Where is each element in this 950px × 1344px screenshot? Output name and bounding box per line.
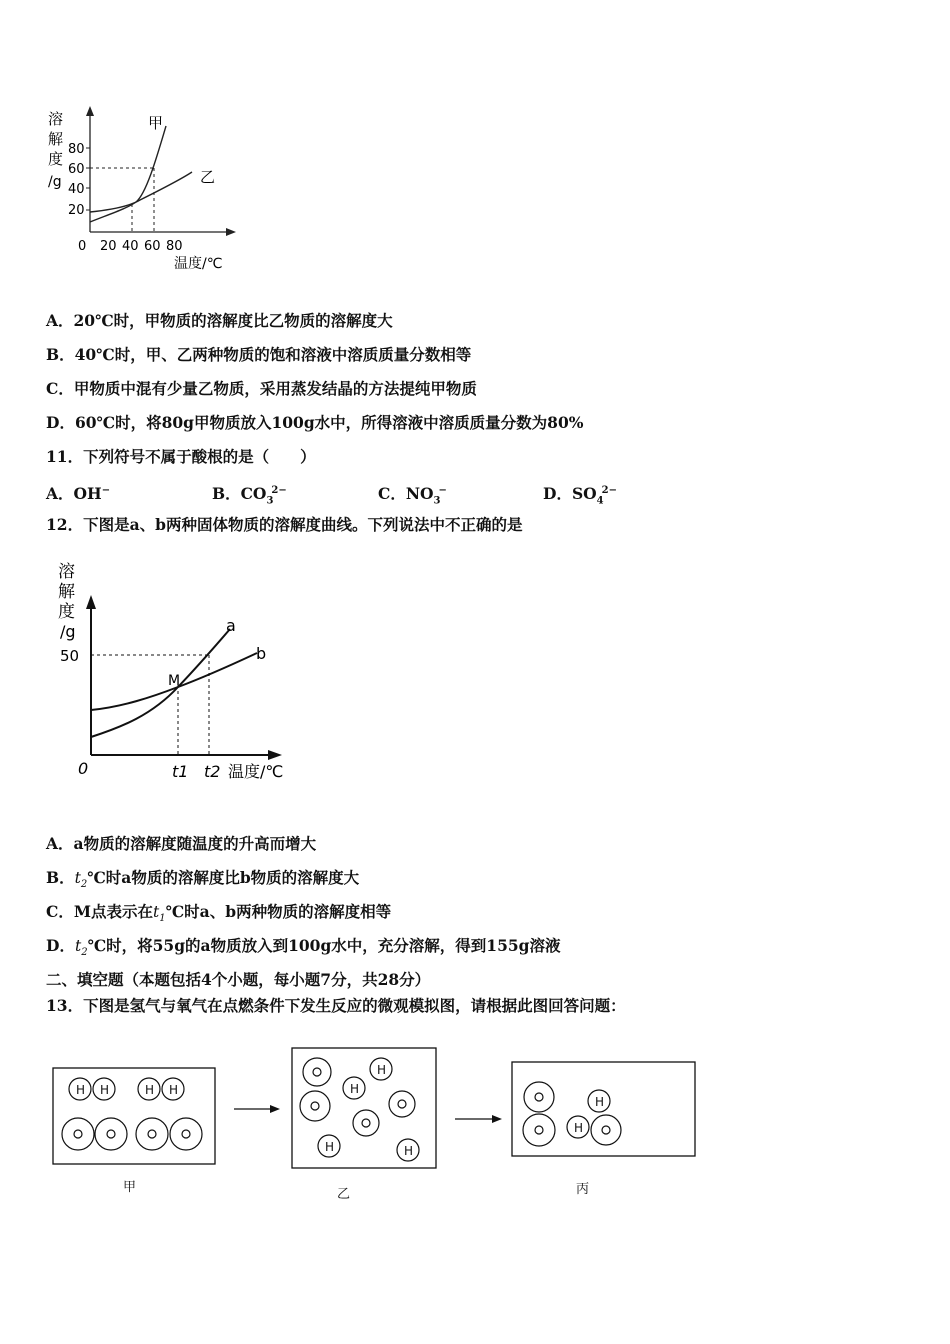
chart1-xtick-80: 80	[166, 239, 183, 254]
chart1-ytick-20: 20	[68, 203, 85, 218]
chart1-ylabel-2: 解	[48, 130, 64, 148]
chart2-y-arrow	[86, 595, 96, 609]
q10-option-a: A．20℃时，甲物质的溶解度比乙物质的溶解度大	[46, 311, 393, 330]
chart1-x-arrow	[226, 228, 236, 236]
solubility-chart-2	[52, 555, 302, 790]
chart2-label-b: b	[256, 644, 267, 663]
chart1-xtick-0: 0	[78, 239, 87, 254]
chart2-label-a: a	[226, 616, 236, 635]
chart1-label-jia: 甲	[148, 114, 164, 132]
q12-option-c: C．M点表示在$t_1℃$时a、b两种物质的溶解度相等	[46, 902, 392, 925]
h-atom-label: H	[76, 1083, 86, 1097]
chart2-xlabel: 温度/℃	[228, 762, 284, 781]
q12-option-b: B．$t_2℃$时a物质的溶解度比b物质的溶解度大	[46, 868, 360, 891]
h-atom-label: H	[145, 1083, 155, 1097]
chart2-curve-a	[91, 629, 230, 737]
q10-option-c: C．甲物质中混有少量乙物质，采用蒸发结晶的方法提纯甲物质	[46, 379, 477, 398]
q13-molecule-diagram	[40, 1040, 720, 1205]
q11-option-c: C．$NO_3^-$	[378, 484, 447, 507]
chart1-xtick-60: 60	[144, 239, 161, 254]
h-atom-label: H	[595, 1095, 605, 1109]
chart2-xtick-t2: t2	[204, 762, 221, 781]
chart2-ytick-50: 50	[60, 647, 80, 665]
q11-stem: 11．下列符号不属于酸根的是（ ）	[46, 447, 316, 466]
q12-option-d: D．$t_2℃$时，将55g的a物质放入到100g水中，充分溶解，得到155g溶液	[46, 936, 561, 959]
chart1-y-arrow	[86, 106, 94, 116]
q11-option-a: A．OH−	[46, 484, 111, 504]
q13-stem: 13．下图是氢气与氧气在点燃条件下发生反应的微观模拟图，请根据此图回答问题：	[46, 996, 626, 1015]
q11-option-b: B．$CO_3^{2-}$	[212, 484, 287, 507]
h-atom-label: H	[377, 1063, 387, 1077]
chart1-ytick-40: 40	[68, 182, 85, 197]
chart1-curve-jia	[90, 126, 166, 222]
h-atom-label: H	[574, 1121, 584, 1135]
o2-molecule	[523, 1082, 555, 1146]
o-atoms	[300, 1058, 415, 1136]
q10-option-d: D．60℃时，将80g甲物质放入100g水中，所得溶液中溶质质量分数为80%	[46, 413, 584, 432]
h-atom-label: H	[169, 1083, 179, 1097]
caption-yi: 乙	[337, 1187, 351, 1202]
chart2-xtick-t1: t1	[172, 762, 189, 781]
q12-option-a: A．a物质的溶解度随温度的升高而增大	[46, 834, 317, 853]
o2-molecule	[62, 1118, 202, 1150]
h2-molecule	[69, 1078, 184, 1100]
q10-option-b: B．40℃时，甲、乙两种物质的饱和溶液中溶质质量分数相等	[46, 345, 472, 364]
chart2-ylabel-4: /g	[60, 622, 76, 641]
chart2-xtick-0: 0	[78, 759, 89, 778]
chart1-xtick-40: 40	[122, 239, 139, 254]
chart1-ylabel-1: 溶	[48, 110, 64, 128]
chart1-ylabel-4: /g	[48, 174, 62, 190]
q12-stem: 12．下图是a、b两种固体物质的溶解度曲线。下列说法中不正确的是	[46, 515, 523, 534]
chart1-xlabel: 温度/℃	[174, 256, 223, 272]
chart1-xtick-20: 20	[100, 239, 117, 254]
h-atom-label: H	[325, 1140, 335, 1154]
solubility-chart-1	[40, 100, 240, 275]
section-2-heading: 二、填空题（本题包括4个小题，每小题7分，共28分）	[46, 970, 431, 989]
box-bing	[512, 1062, 695, 1156]
chart1-label-yi: 乙	[200, 168, 216, 186]
chart2-ylabel-1: 溶	[58, 562, 75, 582]
chart2-ylabel-2: 解	[58, 582, 75, 602]
h-atom-label: H	[404, 1144, 414, 1158]
h-atom-label: H	[350, 1082, 360, 1096]
chart2-point-m: M	[168, 673, 181, 689]
water-molecule	[567, 1090, 621, 1145]
chart2-ylabel-3: 度	[58, 602, 75, 622]
chart1-ytick-60: 60	[68, 162, 85, 177]
h-atom-label: H	[100, 1083, 110, 1097]
caption-jia: 甲	[123, 1180, 137, 1195]
chart1-ytick-80: 80	[68, 142, 85, 157]
chart1-ylabel-3: 度	[48, 150, 64, 168]
caption-bing: 丙	[576, 1182, 590, 1197]
chart1-curve-yi	[90, 172, 192, 212]
chart2-x-arrow	[268, 750, 282, 760]
q11-option-d: D．$SO_4^{2-}$	[543, 484, 617, 507]
